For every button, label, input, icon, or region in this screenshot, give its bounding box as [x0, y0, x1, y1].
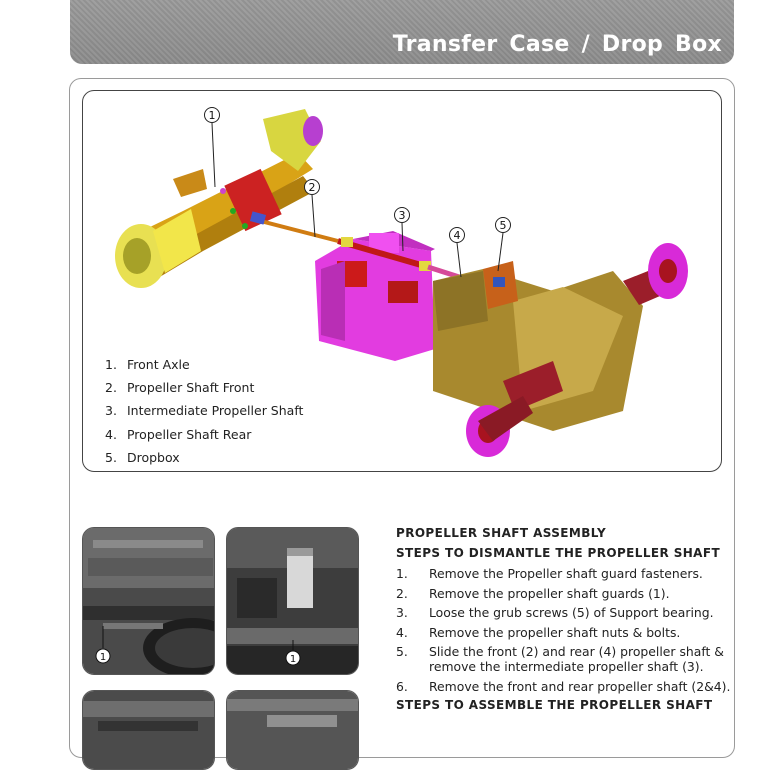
svg-text:5: 5	[499, 219, 507, 232]
step-item: 4. Remove the propeller shaft nuts & bolts.	[396, 624, 681, 640]
front-axle-drawing	[115, 109, 323, 288]
svg-text:1: 1	[289, 654, 297, 665]
header-banner	[70, 0, 734, 64]
front-propeller-shaft-drawing	[253, 219, 338, 241]
legend-item: 3. Intermediate Propeller Shaft	[105, 403, 304, 419]
dismantle-title: STEPS TO DISMANTLE THE PROPELLER SHAFT	[396, 546, 721, 560]
dropbox-drawing	[433, 261, 643, 431]
callout-5	[496, 218, 511, 233]
instructions	[396, 526, 736, 718]
svg-text:1: 1	[99, 652, 107, 663]
callout-4	[450, 228, 465, 243]
drivetrain-diagram	[82, 90, 722, 472]
svg-text:4: 4	[453, 229, 461, 242]
assemble-title: STEPS TO ASSEMBLE THE PROPELLER SHAFT	[396, 698, 713, 712]
step-item: 1. Remove the Propeller shaft guard fasteners.	[396, 566, 703, 581]
photo-underside-left	[82, 527, 215, 675]
legend-item: 2. Propeller Shaft Front	[105, 380, 255, 396]
svg-text:1: 1	[208, 109, 216, 122]
step-item: 5. Slide the front (2) and rear (4) propeller shaft & remove the intermediate propeller shaft (3).	[396, 644, 724, 674]
photo-bottom-right	[226, 690, 359, 770]
section-title: PROPELLER SHAFT ASSEMBLY	[396, 526, 607, 540]
photo-bottom-left	[82, 690, 215, 770]
callout-2	[305, 180, 320, 195]
step-item: 2. Remove the propeller shaft guards (1).	[396, 585, 670, 601]
legend-item: 4. Propeller Shaft Rear	[105, 426, 252, 442]
step-item: 6. Remove the front and rear propeller shaft (2&4).	[396, 678, 731, 694]
svg-text:3: 3	[398, 209, 406, 222]
dismantle-steps	[396, 566, 736, 694]
callout-1	[205, 108, 220, 123]
legend-item: 5. Dropbox	[105, 449, 180, 465]
page-title: Transfer Case / Drop Box	[392, 32, 722, 57]
callout-3	[395, 208, 410, 223]
legend-item: 1. Front Axle	[105, 357, 190, 372]
parts-legend	[105, 353, 303, 469]
svg-text:2: 2	[308, 181, 316, 194]
step-item: 3. Loose the grub screws (5) of Support bearing.	[396, 605, 714, 620]
photo-underside-right	[226, 527, 359, 675]
